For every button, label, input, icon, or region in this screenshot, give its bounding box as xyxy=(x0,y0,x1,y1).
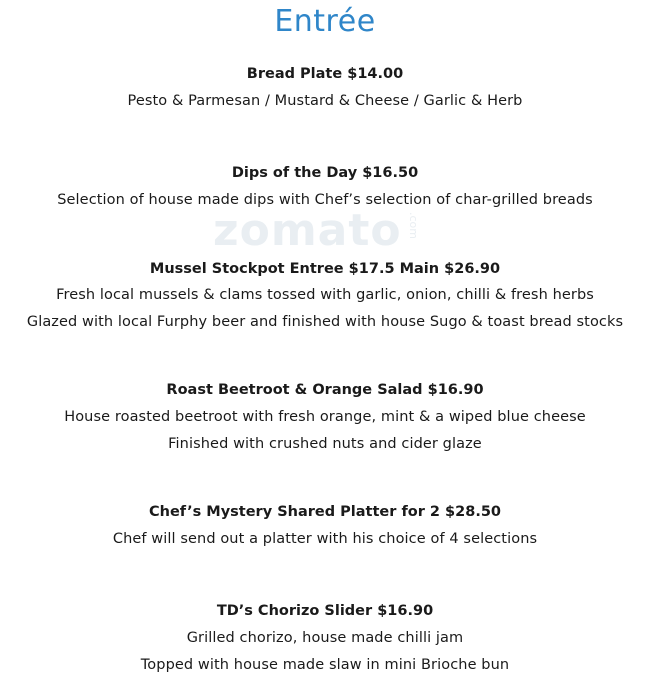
menu-item-description: Selection of house made dips with Chef’s selection of char-grilled breads xyxy=(57,192,593,208)
menu-item-description: Finished with crushed nuts and cider glaze xyxy=(168,436,482,452)
menu-item-description: Glazed with local Furphy beer and finished with house Sugo & toast bread stocks xyxy=(26,314,624,330)
menu-item-description: House roasted beetroot with fresh orange, mint & a wiped blue cheese xyxy=(64,409,586,425)
menu-item-description: Topped with house made slaw in mini Brioche bun xyxy=(140,657,510,673)
page-title: Entrée xyxy=(274,4,376,39)
menu-item-name: TD’s Chorizo Slider $16.90 xyxy=(216,603,434,619)
menu-item-name: Roast Beetroot & Orange Salad $16.90 xyxy=(166,382,484,398)
menu-item-description: Grilled chorizo, house made chilli jam xyxy=(186,630,464,646)
menu-item-description: Fresh local mussels & clams tossed with garlic, onion, chilli & fresh herbs xyxy=(56,287,594,303)
watermark-suffix: .com xyxy=(407,212,420,239)
menu-item-name: Dips of the Day $16.50 xyxy=(231,165,419,181)
menu-item-name: Chef’s Mystery Shared Platter for 2 $28.50 xyxy=(148,504,502,520)
menu-item-name: Mussel Stockpot Entree $17.5 Main $26.90 xyxy=(149,261,501,277)
menu-item-description: Chef will send out a platter with his choice of 4 selections xyxy=(112,531,538,547)
menu-item-description: Pesto & Parmesan / Mustard & Cheese / Garlic & Herb xyxy=(127,93,523,109)
watermark-logo: zomato xyxy=(213,205,402,256)
menu-item-name: Bread Plate $14.00 xyxy=(246,66,404,82)
